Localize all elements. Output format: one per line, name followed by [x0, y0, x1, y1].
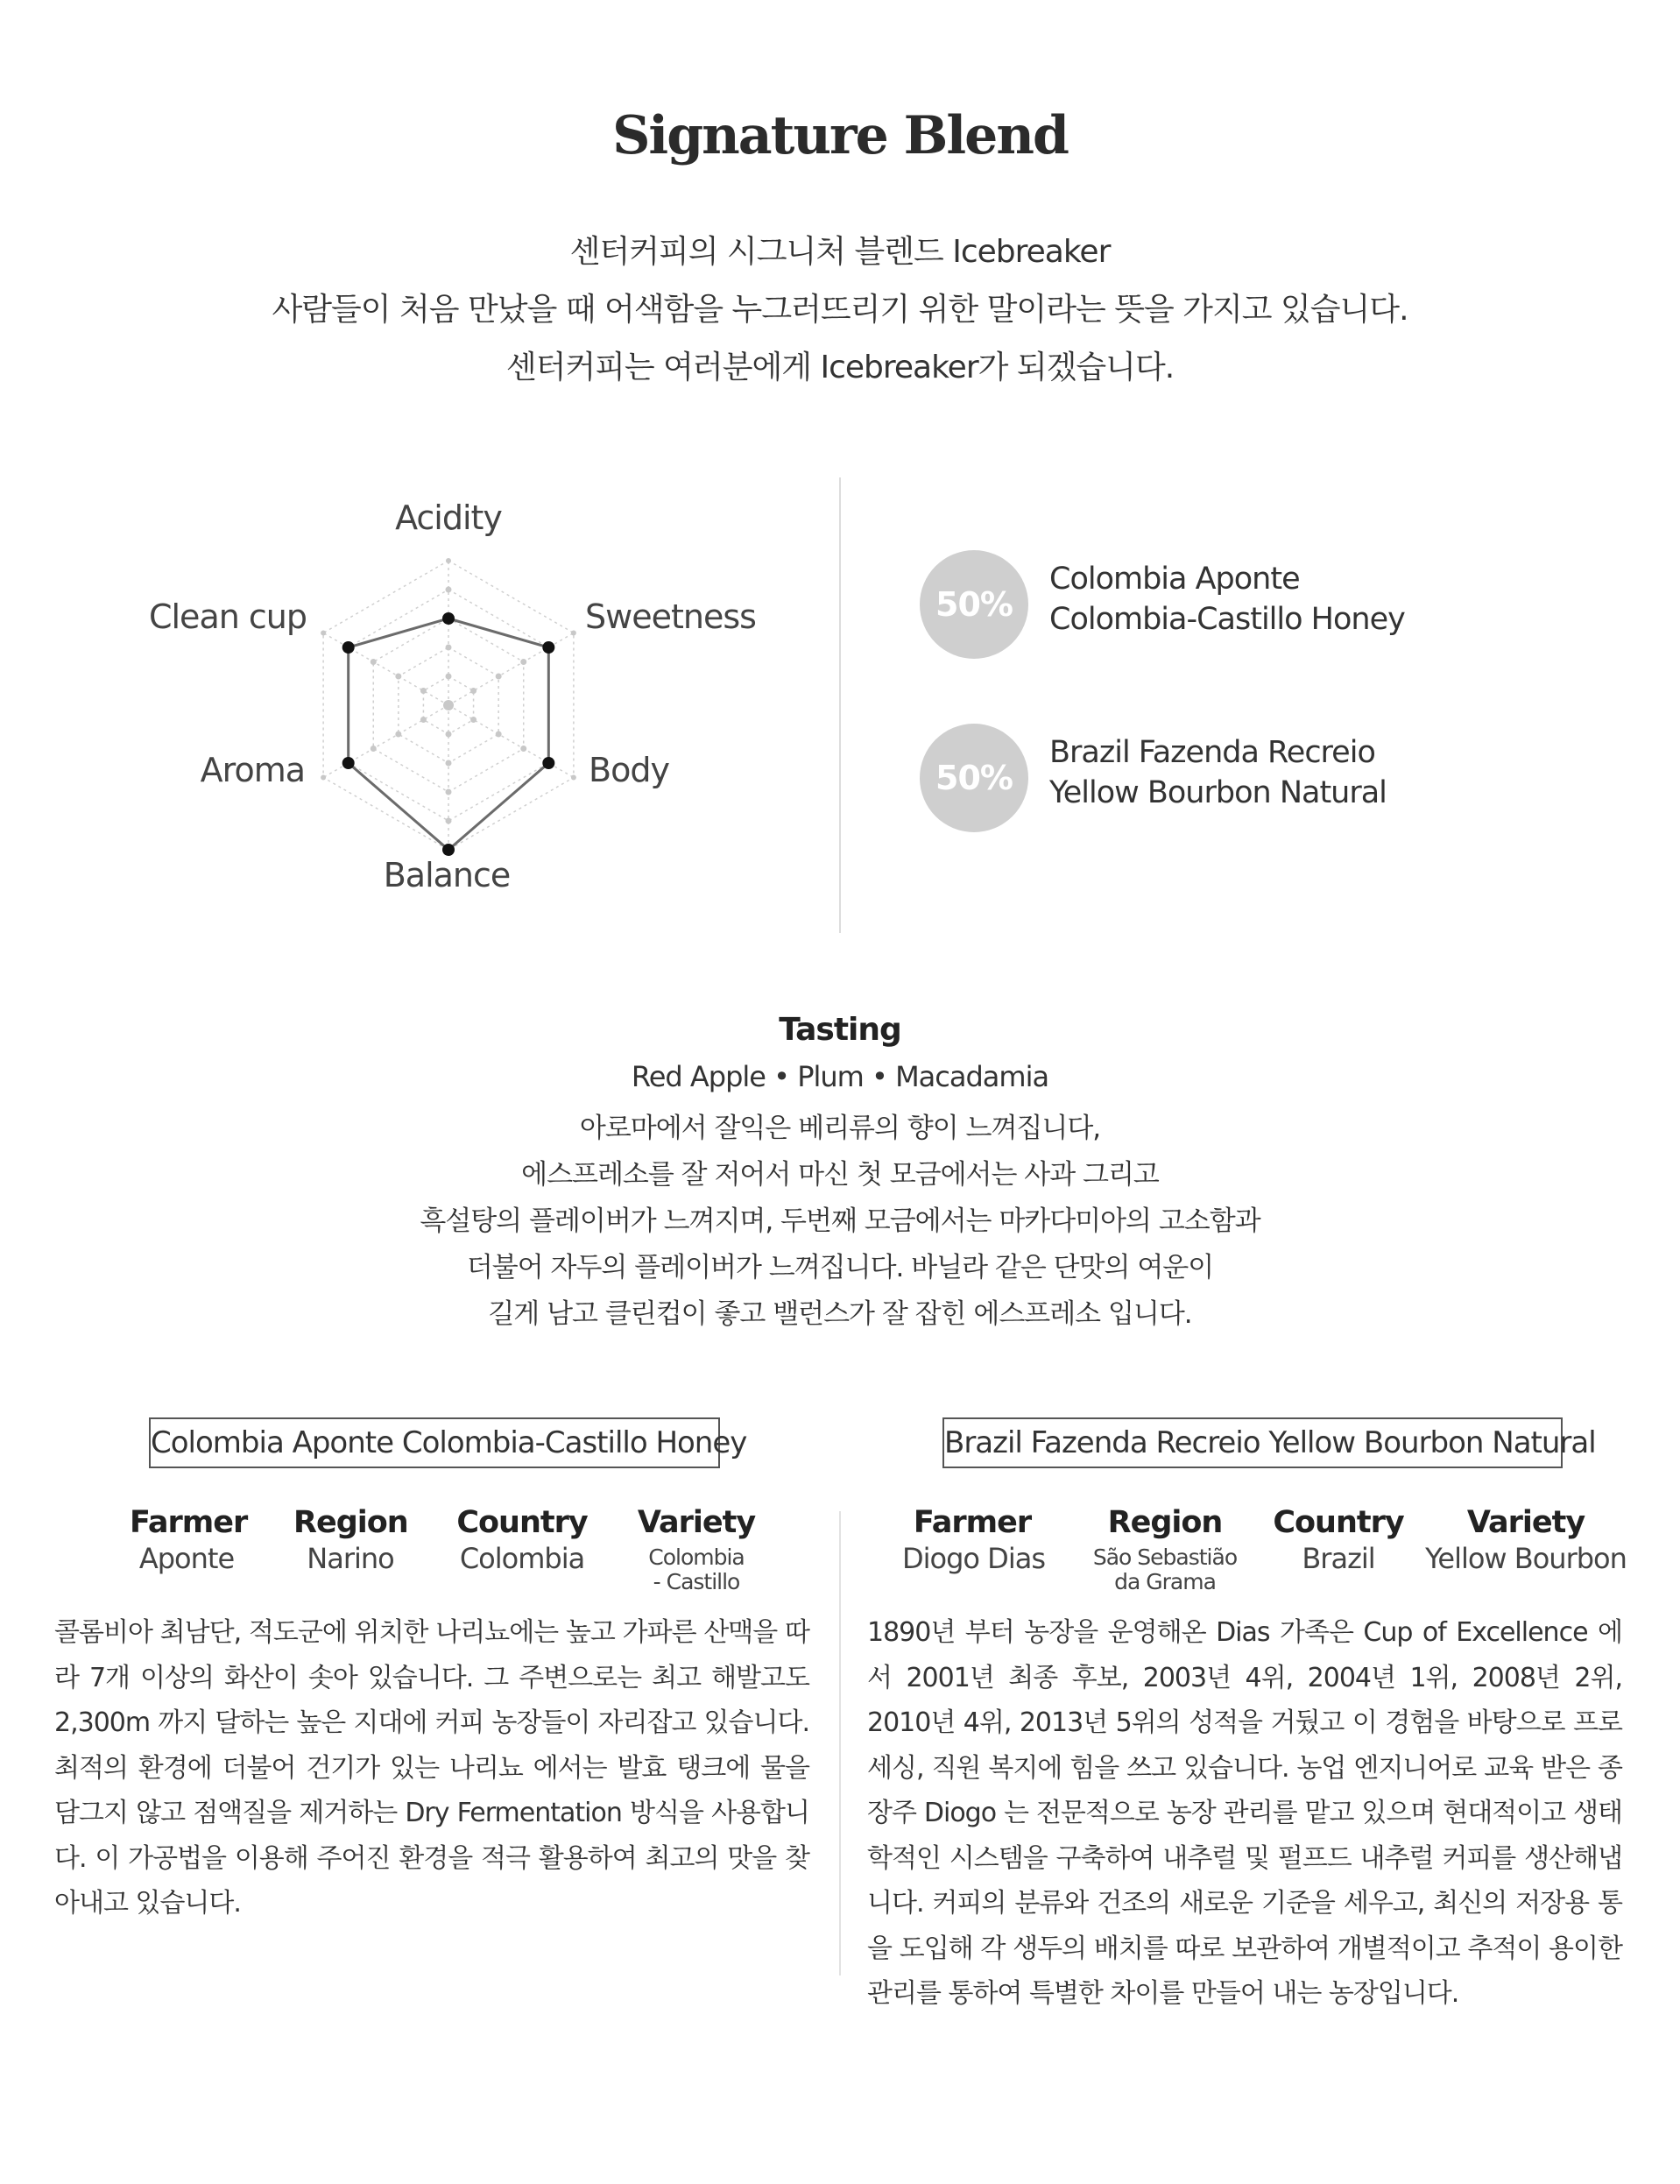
blend-item [920, 724, 1620, 838]
fact-value-line: Colombia [648, 1544, 745, 1570]
radar-grid-dot [395, 732, 401, 738]
intro-text [0, 223, 1680, 397]
radar-grid-dot [420, 688, 427, 694]
radar-grid-dot [446, 558, 451, 563]
radar-grid-dot [446, 818, 452, 824]
fact-label: Region [1107, 1505, 1223, 1540]
blend-origin-name: Colombia Aponte [1049, 562, 1300, 597]
fact-farmer [130, 1505, 248, 1575]
origin-title-box: Brazil Fazenda Recreio Yellow Bourbon Natural [942, 1417, 1563, 1468]
radar-grid-dot [446, 587, 452, 593]
radar-grid [321, 558, 576, 852]
origin-title-box: Colombia Aponte Colombia-Castillo Honey [149, 1417, 720, 1468]
fact-country [452, 1505, 592, 1575]
blend-names [1049, 732, 1387, 813]
fact-label: Region [293, 1505, 408, 1540]
radar-grid-dot [571, 775, 576, 781]
fact-value: Brazil [1302, 1542, 1375, 1575]
fact-value-line: São Sebastião [1092, 1544, 1238, 1570]
page-title: Signature Blend [612, 105, 1068, 166]
fact-value: Yellow Bourbon [1425, 1542, 1627, 1575]
radar-value-point [442, 612, 455, 625]
radar-label-sweetness: Sweetness [585, 597, 756, 636]
radar-grid-dot [446, 789, 452, 795]
section-divider [839, 477, 841, 933]
fact-label: Farmer [130, 1505, 248, 1540]
tasting-line: 에스프레소를 잘 저어서 마신 첫 모금에서는 사과 그리고 [521, 1159, 1159, 1191]
intro-line: 사람들이 처음 만났을 때 어색함을 누그러뜨리기 위한 말이라는 뜻을 가지고 있습니다. [272, 292, 1408, 328]
radar-value-point [342, 757, 355, 769]
radar-grid-dot [520, 746, 526, 752]
radar-value-point [342, 641, 355, 654]
intro-line: 센터커피의 시그니처 블렌드 Icebreaker [569, 234, 1111, 270]
fact-value: Diogo Dias [902, 1542, 1045, 1575]
radar-grid-dot [371, 659, 377, 665]
radar-grid-dot [520, 659, 526, 665]
origin-description: 콜롬비아 최남단, 적도군에 위치한 나리뇨에는 높고 가파른 산맥을 따라 7개 이상의 화산이 솟아 있습니다. 그 주변으로는 최고 해발고도 2,300m 까지 달하는 높은 지대에 커피 농장들이 자리잡고 있습니다. 최적의 환경에 더불어 건기가 있는 나리뇨 에서는 발효 탱크에 물을 담그지 않고 점액질을 제거하는 Dry Fermentation 방식을 사용합니다. 이 가공법을 이용해 주어진 환경을 적극 활용하여 최고의 맛을 찾아내고 있습니다. [54, 1617, 809, 1919]
tasting-description [0, 1106, 1680, 1338]
fact-label: Country [456, 1505, 588, 1540]
radar-label-aroma: Aroma [200, 751, 305, 789]
blend-origin-name: Brazil Fazenda Recreio [1049, 735, 1375, 770]
radar-label-body: Body [589, 751, 669, 789]
radar-grid-dot [496, 674, 502, 680]
blend-percent-badge: 50% [920, 550, 1028, 659]
fact-value: Narino [307, 1542, 394, 1575]
radar-grid-dot [446, 732, 452, 738]
tasting-line: 길게 남고 클린컵이 좋고 밸런스가 잘 잡힌 에스프레소 입니다. [488, 1298, 1192, 1330]
origin-facts [0, 1505, 839, 1601]
radar-axis-line [448, 633, 574, 706]
radar-grid-dot [371, 746, 377, 752]
tasting-line: 더불어 자두의 플레이버가 느껴집니다. 바닐라 같은 단맛의 여운이 [466, 1252, 1214, 1283]
radar-grid-dot [446, 674, 452, 680]
fact-label: Farmer [913, 1505, 1032, 1540]
blend-origin-process: Colombia-Castillo Honey [1049, 602, 1405, 637]
fact-region [1086, 1505, 1244, 1594]
blend-percent-badge: 50% [920, 724, 1028, 832]
fact-region [293, 1505, 407, 1575]
fact-value [1086, 1545, 1244, 1594]
blend-origin-process: Yellow Bourbon Natural [1049, 775, 1387, 810]
radar-axis-line [448, 705, 574, 778]
radar-grid-dot [446, 760, 452, 767]
fact-farmer [902, 1505, 1045, 1575]
fact-value-line: da Grama [1114, 1569, 1216, 1594]
radar-grid-dot [470, 717, 476, 723]
radar-grid-dot [321, 775, 326, 781]
radar-center-dot [443, 700, 454, 710]
flavor-radar-chart [123, 491, 788, 929]
fact-variety [1421, 1505, 1631, 1575]
blend-item [920, 550, 1620, 664]
radar-axis-line [323, 633, 448, 706]
fact-variety [635, 1505, 758, 1594]
tasting-line: 흑설탕의 플레이버가 느껴지며, 두번째 모금에서는 마카다미아의 고소함과 [420, 1205, 1260, 1237]
tasting-line: 아로마에서 잘익은 베리류의 향이 느껴집니다, [579, 1113, 1101, 1144]
tasting-notes: Red Apple • Plum • Macadamia [631, 1060, 1049, 1093]
section-divider [839, 1511, 841, 1975]
radar-grid-dot [321, 631, 326, 636]
radar-grid-dot [496, 732, 502, 738]
fact-label: Variety [1466, 1505, 1585, 1540]
radar-grid-dot [420, 717, 427, 723]
radar-value-point [542, 757, 554, 769]
radar-grid-dot [571, 631, 576, 636]
radar-label-clean-cup: Clean cup [148, 597, 307, 636]
intro-line: 센터커피는 여러분에게 Icebreaker가 되겠습니다. [505, 350, 1175, 385]
fact-label: Variety [637, 1505, 756, 1540]
fact-value [635, 1545, 758, 1594]
fact-value: Colombia [459, 1542, 585, 1575]
blend-names [1049, 559, 1405, 640]
fact-label: Country [1273, 1505, 1404, 1540]
origin-facts [839, 1505, 1680, 1601]
radar-label-acidity: Acidity [395, 498, 502, 537]
fact-value: Aponte [138, 1542, 235, 1575]
origin-description: 1890년 부터 농장을 운영해온 Dias 가족은 Cup of Excellence 에서 2001년 최종 후보, 2003년 4위, 2004년 1위, 2008년 2위, 2010년 4위, 2013년 5위의 성적을 거뒀고 이 경험을 바탕으로 프로세싱, 직원 복지에 힘을 쓰고 있습니다. 농업 엔지니어로 교육 받은 종장주 Diogo 는 전문적으로 농장 관리를 맡고 있으며 현대적이고 생태학적인 시스템을 구축하여 내추럴 및 펄프드 내추럴 커피를 생산해냅니다. 커피의 분류와 건조의 새로운 기준을 세우고, 최신의 저장용 통을 도입해 각 생두의 배치를 따로 보관하여 개별적이고 추적이 용이한 관리를 통하여 특별한 차이를 만들어 내는 농장입니다. [867, 1617, 1622, 2009]
fact-country [1268, 1505, 1408, 1575]
radar-value-point [542, 641, 554, 654]
tasting-heading: Tasting [779, 1012, 901, 1048]
radar-grid-dot [395, 674, 401, 680]
radar-grid-dot [470, 688, 476, 694]
radar-label-balance: Balance [383, 856, 511, 894]
radar-axis-line [323, 705, 448, 778]
radar-value-point [442, 844, 455, 856]
fact-value-line: - Castillo [653, 1569, 740, 1594]
radar-grid-dot [446, 645, 452, 651]
